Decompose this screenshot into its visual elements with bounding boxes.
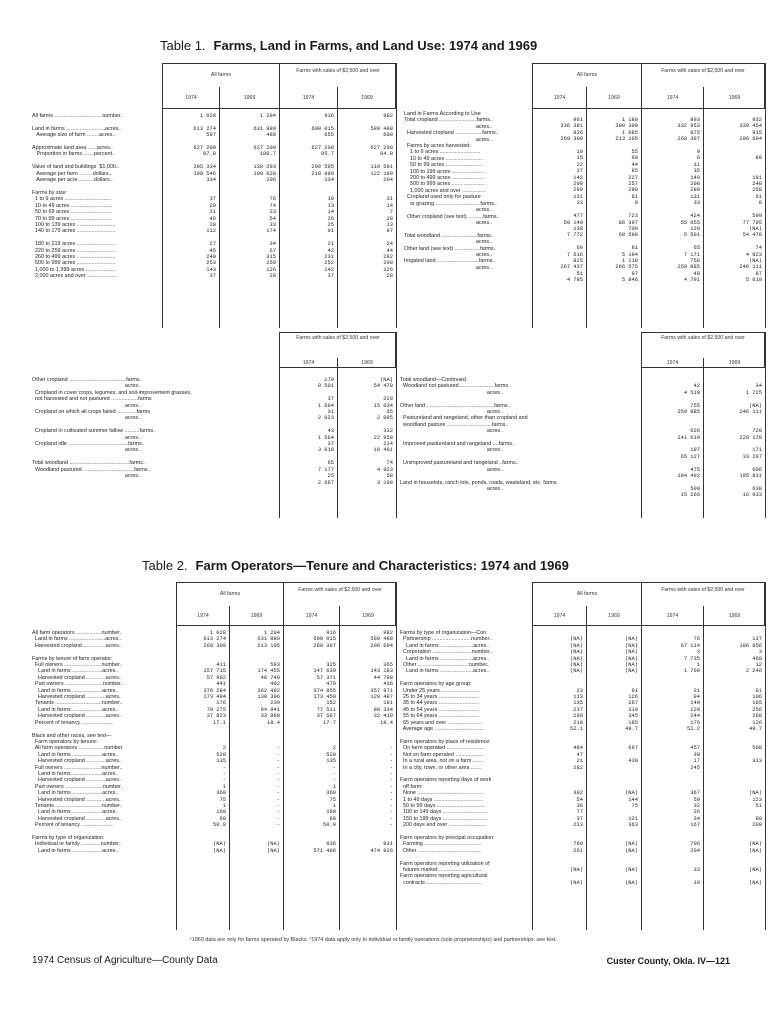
table1-lower-right-col-1974: 42 4 510 755 259 885 626 241 619 197 65 127 475 184 492 509 15 266 — [677, 383, 700, 499]
table2-right-col-1974-sales: 76 67 114 3 7 735 1 1 760 21 94 140 229 244 176 52.2 457 38 17 245 367 59 32 26 34 167 706 204 33 19 — [680, 636, 700, 886]
table2-right-row-labels: Farms by type of organization—Con. Partnership ..........................number.. Land in farms ......................acres.. Corporation ..........................number.. Land in farms ......................acres.. Other ..................................number.. Land in farms ......................acres.. Farm operators by age group: Under 25 years .......................... 25 to 34 years ........................... 35 to 44 years ........................... 45 to 54 years ........................... 55 to 64 years ........................... 65 years and over ....................... Average age ................................. Farm operators by place of residence: On farm operated ......................... Not on farm operated ................... In a rural area, not on a farm ....... In a city, town, or other area ....... Farm operators reporting days of work off farm: None ............................................ 1 to 49 days ................................. 50 to 99 days ................................ 100 to 149 days .............................. 150 to 199 days .............................. 200 days and over ......................... Farm operators by principal occupation: Farming ...................................... Other .......................................... Farm operators reporting utilization of futures market ............................. Farm operators reporting agricultural contracts ..................................... — [400, 630, 495, 886]
table2-left-row-labels: All farm operators .................number.. Land in farms ........................acres.. Harvested cropland ...............acres.. Farms by tenure of farm operator: Full owners .........................number.. Land in farms ....................acres.. Harvested cropland .............acres.. Part owners .........................number.. Land in farms ....................acres.. Harvested cropland .............acres.. Tenants ...............................number.. Land in farms ....................acres.. Harvested cropland .............acres.. Percent of tenancy ..................... Black and other races, see text— Farm operators by tenure: All farm operators .................number Land in farms ....................acres.. Harvested cropland .............acres.. Full owners .........................number.. Land in farms ....................acres.. Harvested cropland .............acres.. Part owners .........................number.. Land in farms ....................acres.. Harvested cropland .............acres.. Tenants ...............................number.. Land in farms ....................acres.. Harvested cropland .............acres.. Percent of tenancy ..................... Farms by type of organization: Individual or family .............number.. Land in farms ....................acres.. — [32, 630, 124, 854]
table1-left-col-1969-all: 1 294 631 889 488 627 200 100.7 130 293 100 628 206 76 74 23 54 33 174 34 67 315 250 126 28 — [253, 113, 276, 280]
table2-group-all-farms: All farms — [219, 591, 241, 597]
table1-lower-left-year-1974: 1974 — [302, 360, 315, 366]
footnote: ¹1969 data are only for farms operated by Blacks. ²1974 data apply only to individual or family operations (sole proprietorships) and partnerships; see text. — [190, 937, 557, 943]
table2-left-col-1974-all: 1 028 613 274 269 309 411 157 715 57 992 441 376 284 173 494 176 79 275 37 823 17.1 2 520 135 - - - 1 360 75 1 160 60 50.0 (NA) (NA) — [203, 630, 226, 854]
table1-lower-left-col-1974: 179 9 501 37 1 694 31 2 023 43 1 564 37 3 610 65 7 177 25 2 667 — [317, 377, 334, 486]
table1-right-col-1974-all: 961 336 391 926 269 309 10 15 22 37 142 209 299 131 33 477 59 140 138 7 772 69 7 616 825 267 437 51 4 795 — [560, 117, 583, 284]
table1-lower-right-row-labels: Total woodland—Continued Woodland not pastured .......................farms.. acres.. Other land .............................................farms.. acres.. Pastureland and rangeland, other than cropland and woodland pasture ..............................farms.. acres.. Improved pastureland and rangeland ....farms.. acres.. Unimproved pastureland and rangeland ..farms.. acres.. Land in houselots, ranch lots, ponds, roads, wasteland, etc. farms acres.. — [400, 377, 557, 492]
table1-lower-right-year-1974: 1974 — [666, 360, 679, 366]
table1-right-group-all-farms: All farms — [576, 72, 598, 78]
table2-year-1969a: 1969 — [250, 613, 263, 619]
table1-right-year-1974a: 1974 — [553, 95, 566, 101]
table2-right-group-all-farms: All farms — [576, 591, 598, 597]
table1-lower-left-year-1969: 1969 — [361, 360, 373, 366]
table1-number: Table 1. — [160, 38, 206, 53]
table1-left-row-labels: All farms ................................number.. Land in farms ..........................acres.. Average size of farm ........acres.. Approximate land area ......acres.. Proportion in farms .......percent.. Value of land and buildings $1,000.. Average per farm .........dollars.. Average per acre ..........dollars.. Farms by size: 1 to 9 acres ............................... 10 to 49 acres ............................ 50 to 69 acres ............................ 70 to 99 acres ............................ 100 to 139 acres .......................... 140 to 179 acres .......................... 180 to 219 acres .......................... 220 to 259 acres .......................... 260 to 499 acres .......................... 500 to 999 acres .......................... 1,000 to 1,999 acres .................... 2,000 acres and over .................... — [32, 113, 124, 280]
table1-right-col-1969-sales: 932 339 454 915 206 694 89 191 248 258 61 8 599 77 795 (NA) 54 478 74 4 923 (NA) 246 111 87 5 610 — [739, 117, 762, 284]
table2-left-col-1974-sales: 916 600 015 268 397 325 147 639 57 371 479 374 855 173 459 152 77 511 37 567 17.7 2 520 135 - - - 1 360 75 1 160 60 50.0 836 571 406 — [313, 630, 336, 854]
table1-left-col-1974-all: 1 028 613 274 597 627 200 97.8 205 334 199 546 334 37 29 31 46 28 112 27 45 240 253 143 37 — [193, 113, 216, 280]
table2-year-1969b: 1969 — [362, 613, 374, 619]
table2-right-year-1969b: 1969 — [728, 613, 741, 619]
table2-group-sales-2500: Farms with sales of $2,500 and over — [298, 587, 382, 593]
table2-right-year-1974b: 1974 — [666, 613, 679, 619]
table2-left-col-1969-sales: 982 589 488 206 694 365 143 183 44 788 436 357 971 129 487 181 88 334 32 419 18.4 - - - - - - - - - - - - - 831 474 926 — [370, 630, 393, 854]
table1-year-1969a: 1969 — [243, 95, 256, 101]
table1-group-sales-2500: Farms with sales of $2,500 and over — [296, 68, 380, 74]
table2-right-col-1969-sales: 137 106 856 3 460 12 2 246 61 106 185 256 268 126 49.7 508 313 (NA) 123 51 80 209 (NA) (NA) (NA) (NA) — [739, 636, 762, 886]
table1-right-group-sales-2500: Farms with sales of $2,500 and over — [661, 68, 745, 74]
table2-left-col-1969-all: 1 294 631 889 213 105 593 174 455 48 749 462 362 492 130 396 239 94 941 33 960 18.4 - - - - - - - - - - - - - (NA) (NA) — [257, 630, 280, 854]
table1-right-row-labels: Land in Farms According to Use Total cropland .........................farms.. acres.. Harvested cropland ..................farms.. acres.. Farms by acres harvested: 1 to 9 acres ........................... 10 to 49 acres ......................... 50 to 99 acres ......................... 100 to 199 acres ...................... 200 to 499 acres ...................... 500 to 999 acres ...................... 1,000 acres and over ................ Cropland used only for pasture or grazing ..............................farms.. acres.. Other cropland (see text) ..........farms.. acres.. Total woodland ........................farms.. acres.. Other land (see text) .................farms.. acres.. Irrigated land ............................farms.. acres.. — [404, 111, 500, 271]
table1-left-col-1969-sales: 982 589 488 600 627 200 94.0 119 591 122 190 204 31 14 7 28 13 97 24 44 282 298 126 28 — [370, 113, 393, 280]
table1-left-col-1974-sales: 916 600 015 655 627 200 95.7 200 595 218 990 334 19 13 14 26 25 91 21 42 231 252 142 37 — [311, 113, 334, 280]
table1-lower-left-col-1969: (NA) 54 478 229 15 034 35 2 095 332 22 958 214 16 461 74 4 923 58 3 198 — [373, 377, 393, 486]
table2-title — [142, 558, 569, 573]
table2-year-1974a: 1974 — [197, 613, 209, 619]
table1-lower-right-year-1969: 1969 — [728, 360, 741, 366]
table2-year-1974b: 1974 — [305, 613, 318, 619]
table2-right-col-1974-all: (NA) (NA) (NA) (NA) (NA) (NA) 23 113 135 237 290 210 52.1 484 47 21 282 392 54 36 77 37 213 760 261 (NA) (NA) — [570, 636, 583, 886]
footer-county-page: Custer County, Okla. IV—121 — [606, 956, 730, 966]
table1-right-year-1969b: 1969 — [728, 95, 741, 101]
table1-lower-right-group: Farms with sales of $2,500 and over — [661, 335, 745, 341]
table1-year-1974b: 1974 — [302, 95, 315, 101]
table2-right-group-sales-2500: Farms with sales of $2,500 and over — [661, 587, 745, 593]
table2-right-col-1969-all: (NA) (NA) (NA) (NA) (NA) (NA) 61 126 267 310 345 185 49.7 697 439 (NA) 144 75 121 363 (NA) (NA) (NA) (NA) — [625, 636, 638, 886]
table1-right-col-1974-sales: 893 332 953 875 268 397 9 6 11 35 140 208 289 131 33 424 55 055 129 5 501 65 7 171 756 259 885 48 4 791 — [677, 117, 700, 284]
table1-right-year-1974b: 1974 — [666, 95, 679, 101]
table2-number: Table 2. — [142, 558, 188, 573]
table1-heading: Farms, Land in Farms, and Land Use: 1974 and 1969 — [213, 38, 538, 53]
table1-year-1969b: 1969 — [361, 95, 373, 101]
table1-year-1974a: 1974 — [185, 95, 197, 101]
table1-lower-left-row-labels: Other cropland ......................................farms.. acres.. Cropland in cover crops, legumes, and soil-improvement grasses, not harvested and not pastured ..................farms acres.. Cropland on which all crops failed .............farms acres.. Cropland in cultivated summer fallow ..........farms.. acres.. Cropland idle ........................................farms.. acres.. Total woodland ........................................farms.. Woodland pastured ..................................farms.. acres.. — [32, 377, 192, 480]
table1-right-col-1969-all: 1 180 300 300 1 085 213 105 55 60 44 85 227 257 290 61 8 723 86 397 709 60 598 81 5 194 1 118 266 575 97 5 846 — [615, 117, 638, 284]
footer-publication: 1974 Census of Agriculture—County Data — [32, 955, 218, 966]
table1-group-all-farms: All farms — [210, 72, 232, 78]
table2-heading: Farm Operators—Tenure and Characteristics: 1974 and 1969 — [195, 558, 569, 573]
table2-right-year-1974a: 1974 — [553, 613, 566, 619]
table2-right-year-1969a: 1969 — [608, 613, 620, 619]
table1-title — [160, 38, 537, 53]
table1-right-year-1969a: 1969 — [608, 95, 620, 101]
table1-lower-left-group: Farms with sales of $2,500 and over — [296, 335, 380, 341]
table1-lower-right-col-1969: 34 1 725 (NA) 246 111 720 229 178 171 33 297 606 195 831 638 16 933 — [739, 383, 762, 499]
